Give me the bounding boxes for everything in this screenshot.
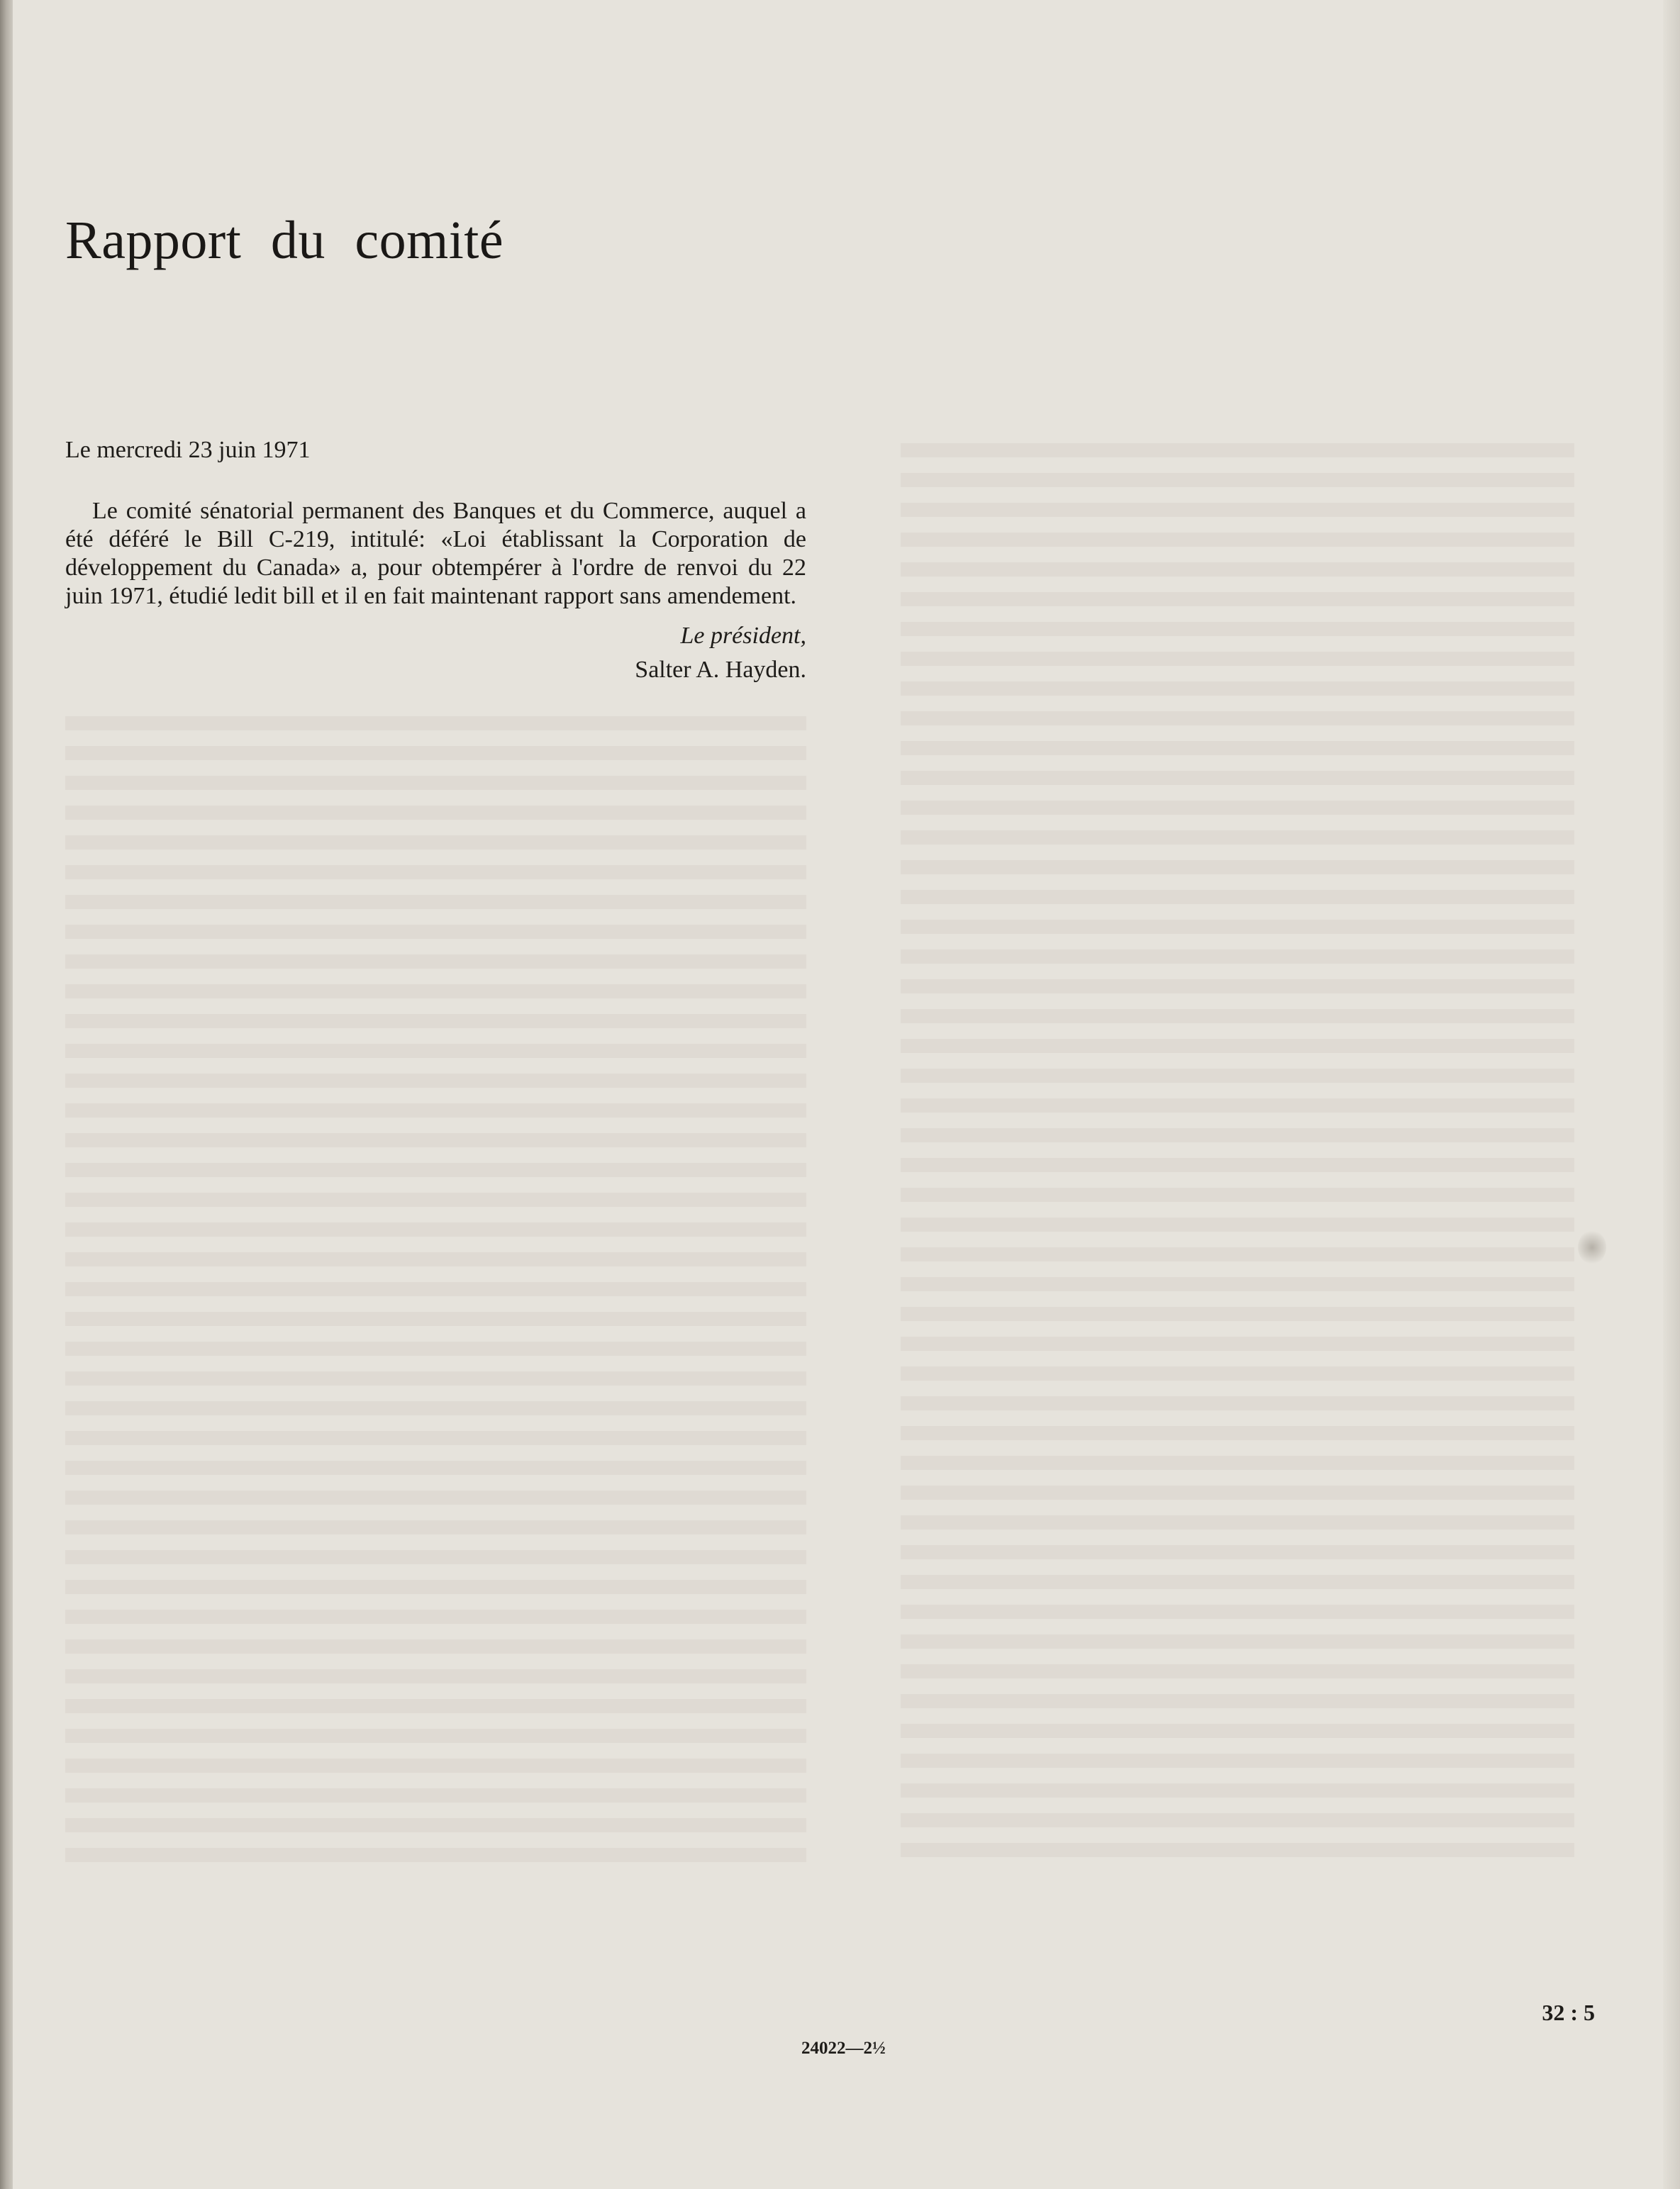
signature-name: Salter A. Hayden. [635, 657, 806, 683]
report-section [65, 436, 806, 684]
report-date: Le mercredi 23 juin 1971 [65, 437, 311, 463]
print-code: 24022—2½ [801, 2039, 886, 2058]
report-body: Le comité sénatorial permanent des Banques et du Commerce, auquel a été déféré le Bill C-219, intitulé: «Loi établissant la Corporation de développement du Canada» a, pour obtempérer à l'ordre de renvoi du 22 juin 1971, étudié ledit bill et il en fait maintenant rapport sans amendement. [65, 498, 806, 609]
page-number: 32 : 5 [1542, 2000, 1595, 2025]
paper-smudge [1578, 1230, 1606, 1264]
signature-block [65, 622, 806, 684]
page-edge [1663, 0, 1680, 2189]
signature-role: Le président, [680, 623, 806, 649]
page-title: Rapport du comité [65, 211, 504, 270]
document-page [13, 0, 1665, 2189]
